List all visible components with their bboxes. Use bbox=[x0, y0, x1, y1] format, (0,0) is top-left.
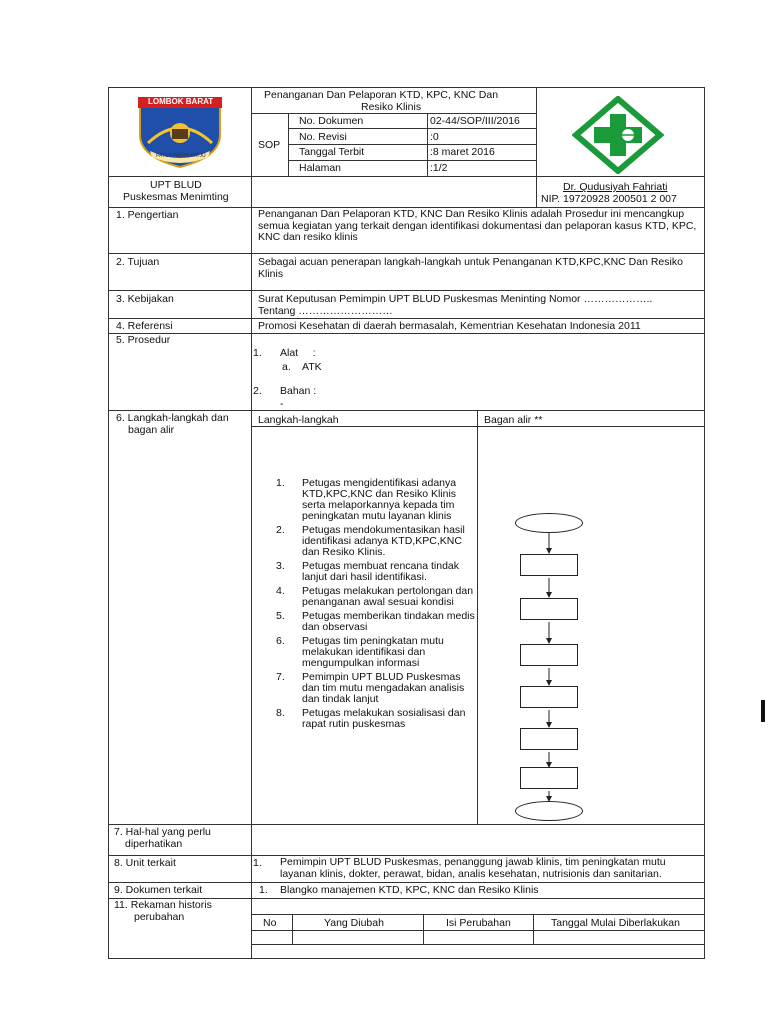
page-label: Halaman bbox=[299, 162, 342, 174]
history-col-no: No bbox=[263, 917, 277, 929]
langkah-column-header: Langkah-langkah bbox=[258, 414, 339, 426]
list-item: 8. Petugas melakukan sosialisasi dan rapat rutin puskesmas bbox=[276, 707, 466, 730]
dokumen-label: 9. Dokumen terkait bbox=[114, 884, 203, 896]
flowchart-start-oval bbox=[515, 513, 583, 533]
dokumen-text: Blangko manajemen KTD, KPC, KNC dan Resiko Klinis bbox=[280, 884, 539, 896]
flowchart-step-box bbox=[520, 598, 578, 620]
pengertian-label: 1. Pengertian bbox=[116, 209, 179, 221]
perhatian-label-line1: 7. Hal-hal yang perlu bbox=[114, 826, 211, 838]
bahan-label: Bahan : bbox=[280, 385, 317, 397]
sop-title-line1: Penanganan Dan Pelaporan KTD, KPC, KNC Dan bbox=[264, 89, 499, 101]
signer-nip: NIP. 19720928 200501 2 007 bbox=[541, 193, 677, 205]
sop-label: SOP bbox=[258, 139, 281, 151]
org-line2: Puskesmas Menimting bbox=[123, 191, 229, 203]
signer-name: Dr. Qudusiyah Fahriati bbox=[563, 181, 668, 193]
atk-text: ATK bbox=[302, 361, 322, 373]
perhatian-label-line2: diperhatikan bbox=[125, 838, 183, 850]
unit-text: Pemimpin UPT BLUD Puskesmas, penanggung jawab klinis, tim peningkatan mutu layanan klinis, dokter, perawat, bidan, analis kesehatan, nutrisionis dan sanitarian. bbox=[280, 856, 666, 880]
kebijakan-label: 3. Kebijakan bbox=[116, 293, 174, 305]
flowchart bbox=[478, 427, 704, 823]
puskesmas-logo bbox=[572, 96, 664, 174]
steps-list bbox=[276, 478, 476, 733]
dokumen-number: 1. bbox=[259, 884, 268, 896]
flowchart-end-oval bbox=[515, 801, 583, 821]
page-value: :1/2 bbox=[430, 162, 448, 174]
bahan-value: - bbox=[280, 398, 284, 410]
list-item: 6. Petugas tim peningkatan mutu melakukan identifikasi dan mengumpulkan informasi bbox=[276, 635, 444, 669]
history-col-changed: Yang Diubah bbox=[324, 917, 384, 929]
logo-motto-text: PATUT PATUH PATJU bbox=[156, 153, 206, 159]
issue-date-value: :8 maret 2016 bbox=[430, 146, 495, 158]
langkah-label-line2: bagan alir bbox=[128, 424, 175, 436]
flowchart-step-box bbox=[520, 644, 578, 666]
unit-number: 1. bbox=[253, 857, 262, 869]
doc-number-label: No. Dokumen bbox=[299, 115, 364, 127]
pengertian-text: Penanganan Dan Pelaporan KTD, KNC Dan Resiko Klinis adalah Prosedur ini mencangkup semua kegiatan yang terkait dengan identifikasi dokumentasi dan pelaporan kasus KTD, KPC, KNC dan resiko klinis bbox=[258, 208, 697, 243]
flowchart-step-box bbox=[520, 728, 578, 750]
unit-label: 8. Unit terkait bbox=[114, 857, 176, 869]
kebijakan-line2: Tentang ……………………… bbox=[258, 305, 393, 317]
atk-number: a. bbox=[282, 361, 291, 373]
rekaman-label-line1: 11. Rekaman historis bbox=[114, 899, 212, 911]
referensi-label: 4. Referensi bbox=[116, 320, 173, 332]
revision-value: :0 bbox=[430, 131, 439, 143]
alat-number: 1. bbox=[253, 347, 262, 359]
doc-number-value: 02-44/SOP/III/2016 bbox=[430, 115, 520, 127]
tujuan-label: 2. Tujuan bbox=[116, 256, 160, 268]
sop-title-line2: Resiko Klinis bbox=[361, 101, 422, 113]
prosedur-label: 5. Prosedur bbox=[116, 334, 171, 346]
bahan-number: 2. bbox=[253, 385, 262, 397]
lombok-barat-logo bbox=[134, 95, 226, 169]
list-item: 3. Petugas membuat rencana tindak lanjut dari hasil identifikasi. bbox=[276, 560, 460, 583]
flowchart-step-box bbox=[520, 767, 578, 789]
rekaman-label-line2: perubahan bbox=[134, 911, 185, 923]
revision-label: No. Revisi bbox=[299, 131, 347, 143]
langkah-label-line1: 6. Langkah-langkah dan bbox=[116, 412, 229, 424]
list-item: 2. Petugas mendokumentasikan hasil identifikasi adanya KTD,KPC,KNC dan Resiko Klinis. bbox=[276, 524, 465, 558]
tujuan-text: Sebagai acuan penerapan langkah-langkah untuk Penanganan KTD,KPC,KNC Dan Resiko Klinis bbox=[258, 256, 683, 280]
list-item: 5. Petugas memberikan tindakan medis dan observasi bbox=[276, 610, 475, 633]
issue-date-label: Tanggal Terbit bbox=[299, 146, 365, 158]
edge-mark bbox=[761, 700, 765, 722]
list-item: 4. Petugas melakukan pertolongan dan penanganan awal sesuai kondisi bbox=[276, 585, 474, 608]
org-line1: UPT BLUD bbox=[150, 179, 202, 191]
list-item: 7. Pemimpin UPT BLUD Puskesmas dan tim mutu mengadakan analisis dan tindak lanjut bbox=[276, 671, 465, 705]
history-col-content: Isi Perubahan bbox=[446, 917, 511, 929]
kebijakan-line1: Surat Keputusan Pemimpin UPT BLUD Puskesmas Meninting Nomor ……………….. bbox=[258, 293, 653, 305]
list-item: 1. Petugas mengidentifikasi adanya KTD,KPC,KNC dan Resiko Klinis serta melaporkannya kepada tim peningkatan mutu layanan klinis bbox=[276, 477, 457, 522]
flowchart-step-box bbox=[520, 686, 578, 708]
history-col-date: Tanggal Mulai Diberlakukan bbox=[551, 917, 680, 929]
alat-label: Alat : bbox=[280, 347, 316, 359]
flowchart-step-box bbox=[520, 554, 578, 576]
referensi-text: Promosi Kesehatan di daerah bermasalah, Kementrian Kesehatan Indonesia 2011 bbox=[258, 320, 641, 332]
bagan-column-header: Bagan alir ** bbox=[484, 414, 543, 426]
logo-banner-text: LOMBOK BARAT bbox=[148, 97, 214, 106]
